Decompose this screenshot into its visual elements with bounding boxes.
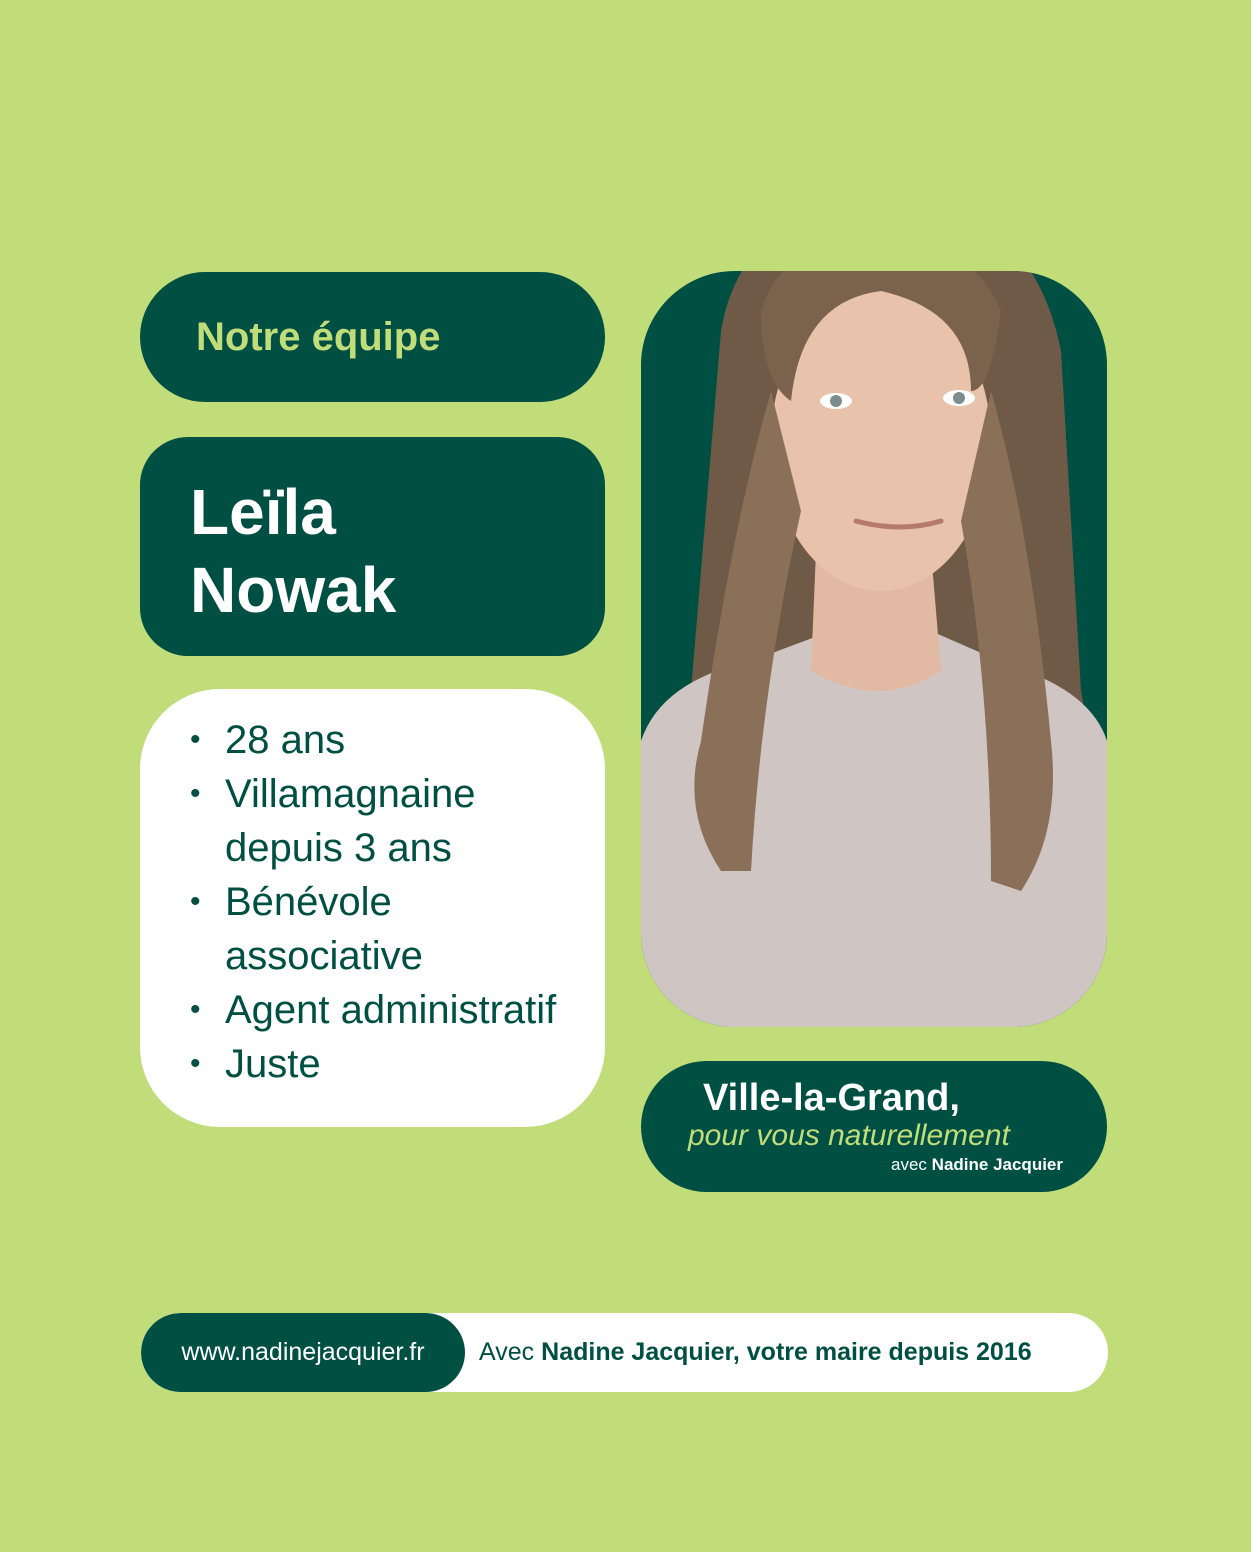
info-item-line: • Juste <box>225 1042 321 1086</box>
slogan-with-prefix: avec <box>891 1155 927 1174</box>
first-name: Leïla <box>190 476 336 548</box>
slogan-title: Ville-la-Grand, <box>703 1077 960 1119</box>
footer-tagline <box>479 1313 1032 1392</box>
portrait-illustration <box>641 271 1107 1027</box>
info-item-line: depuis 3 ans <box>225 826 452 870</box>
slogan-with <box>891 1155 1063 1175</box>
name-card <box>140 437 605 656</box>
footer-bold-text: Nadine Jacquier, votre maire depuis 2016 <box>541 1338 1032 1366</box>
info-item-line: • 28 ans <box>225 718 346 762</box>
website-link[interactable]: www.nadinejacquier.fr <box>141 1313 465 1392</box>
slogan-pill <box>641 1061 1107 1192</box>
info-item-line: • Villamagnaine <box>225 772 476 816</box>
footer-bar <box>141 1313 1108 1392</box>
info-item-age <box>190 713 605 767</box>
info-item-other <box>190 1037 605 1091</box>
info-item-line: • Agent administratif <box>225 988 557 1032</box>
info-item-job <box>190 983 605 1037</box>
portrait-photo <box>641 271 1107 1027</box>
info-card <box>140 689 605 1127</box>
slogan-with-name: Nadine Jacquier <box>931 1155 1063 1174</box>
slogan-subtitle: pour vous naturellement <box>688 1119 1010 1152</box>
info-item-line: • Bénévole <box>225 880 392 924</box>
last-name: Nowak <box>190 554 397 626</box>
footer-prefix: Avec <box>479 1338 535 1366</box>
team-label: Notre équipe <box>196 314 441 359</box>
team-label-pill <box>140 272 605 402</box>
info-item-line: associative <box>225 934 423 978</box>
info-item-residence <box>190 767 605 875</box>
info-item-volunteer <box>190 875 605 983</box>
info-list <box>190 713 605 1091</box>
